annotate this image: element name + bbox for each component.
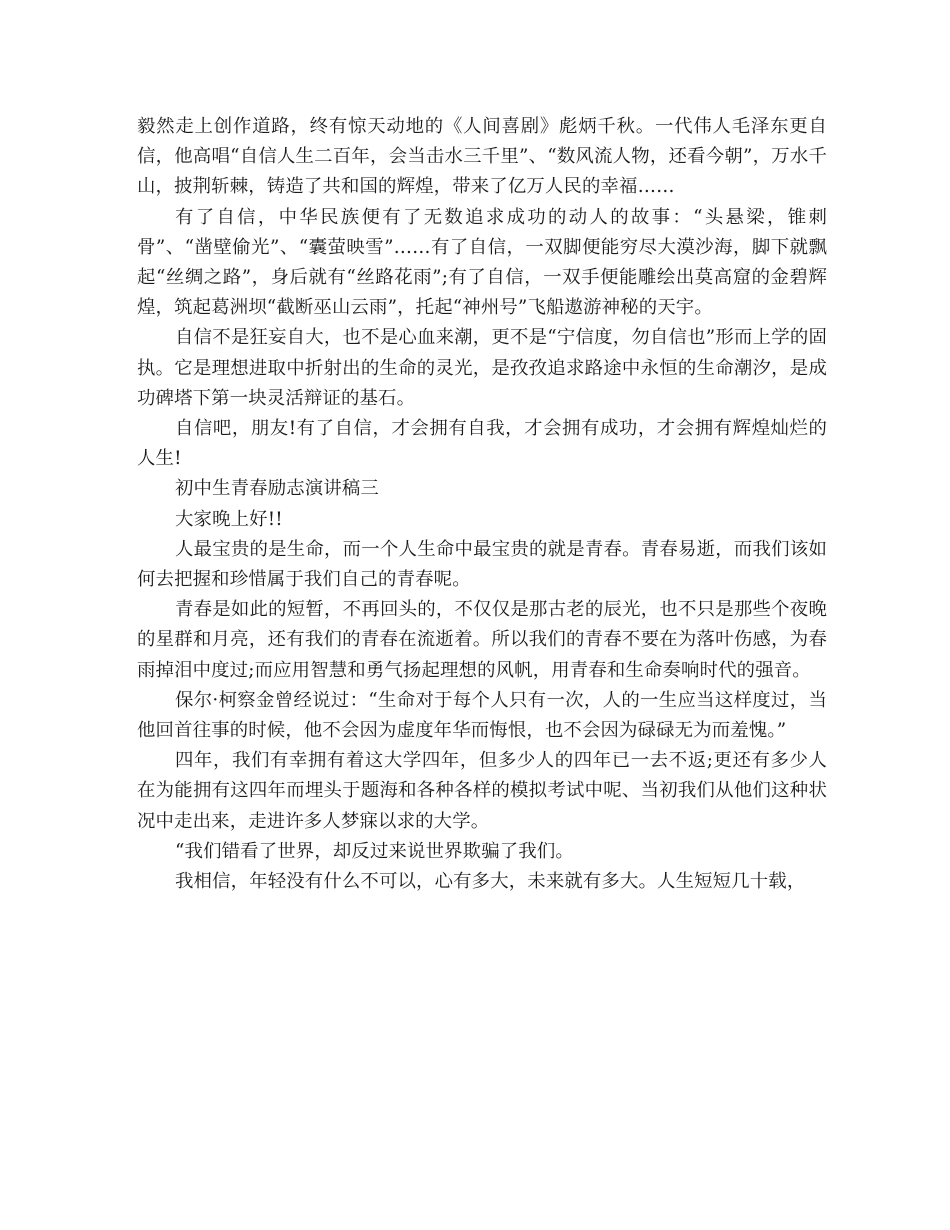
paragraph: 我相信，年轻没有什么不可以，心有多大，未来就有多大。人生短短几十载， — [175, 871, 806, 893]
paragraph: 毅然走上创作道路，终有惊天动地的《人间喜剧》彪炳千秋。一代伟人毛泽东更自信，他高唱“自信人生二百年，会当击水三千里”、“数风流人物，还看今朝”，万水千山，披荆斩棘，铸造了共和国的辉煌，带来了亿万人民的幸福…… — [137, 116, 827, 198]
paragraph: 自信吧，朋友!有了自信，才会拥有自我，才会拥有成功，才会拥有辉煌灿烂的人生! — [137, 418, 827, 470]
document-body — [137, 112, 827, 897]
paragraph: 保尔·柯察金曾经说过：“生命对于每个人只有一次，人的一生应当这样度过，当他回首往事的时候，他不会因为虚度年华而悔恨，也不会因为碌碌无为而羞愧。” — [137, 689, 827, 742]
paragraph: “我们错看了世界，却反过来说世界欺骗了我们。 — [175, 840, 574, 862]
paragraph: 自信不是狂妄自大，也不是心血来潮，更不是“宁信度，勿自信也”形而上学的固执。它是理想进取中折射出的生命的灵光，是孜孜追求路途中永恒的生命潮汐，是成功碑塔下第一块灵活辩证的基石。 — [137, 327, 827, 409]
paragraph: 青春是如此的短暂，不再回头的，不仅仅是那古老的辰光，也不只是那些个夜晚的星群和月亮，还有我们的青春在流逝着。所以我们的青春不要在为落叶伤感，为春雨掉泪中度过;而应用智慧和勇气扬起理想的风帆，用青春和生命奏响时代的强音。 — [137, 599, 827, 681]
paragraph: 人最宝贵的是生命，而一个人生命中最宝贵的就是青春。青春易逝，而我们该如何去把握和珍惜属于我们自己的青春呢。 — [137, 538, 827, 591]
paragraph: 四年，我们有幸拥有着这大学四年，但多少人的四年已一去不返;更还有多少人在为能拥有这四年而埋头于题海和各种各样的模拟考试中呢、当初我们从他们这种状况中走出来，走进许多人梦寐以求的大学。 — [137, 750, 827, 832]
paragraph: 有了自信，中华民族便有了无数追求成功的动人的故事：“头悬梁，锥刺骨”、“凿壁偷光”、“囊萤映雪”……有了自信，一双脚便能穷尽大漠沙海，脚下就飘起“丝绸之路”，身后就有“丝路花雨”;有了自信，一双手便能雕绘出莫高窟的金碧辉煌，筑起葛洲坝“截断巫山云雨”，托起“神州号”飞船遨游神秘的天宇。 — [137, 206, 827, 319]
section-heading: 初中生青春励志演讲稿三 — [175, 478, 379, 500]
greeting: 大家晚上好!! — [175, 508, 283, 530]
